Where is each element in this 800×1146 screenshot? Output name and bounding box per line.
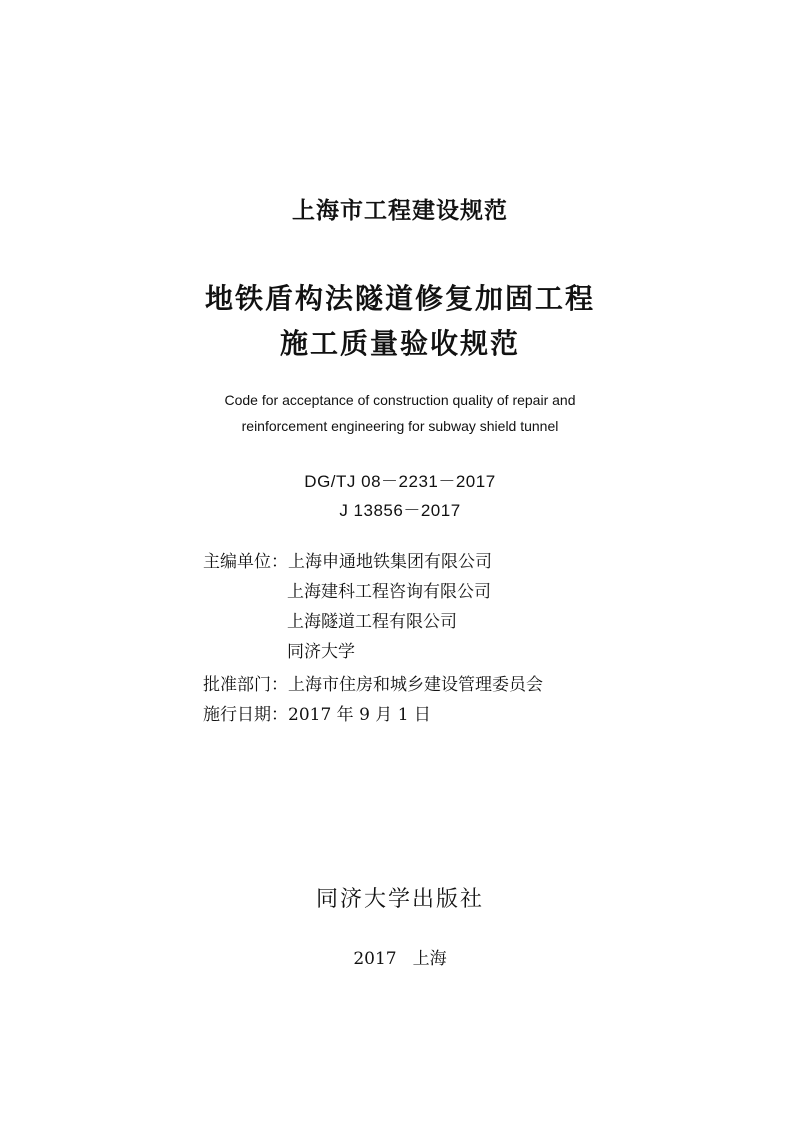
editor-row-1: [203, 552, 492, 572]
effective-date-value: 2017 年 9 月 1 日: [288, 705, 431, 725]
editor-label: 主编单位：: [203, 552, 288, 572]
editor-row-2: [287, 582, 491, 602]
editor-unit: 上海申通地铁集团有限公司: [288, 552, 492, 572]
effective-date-label: 施行日期：: [203, 705, 288, 725]
editor-unit: 上海隧道工程有限公司: [287, 612, 457, 632]
imprint-place: 上海: [412, 949, 447, 969]
approval-row: [203, 675, 543, 695]
editor-unit: 同济大学: [287, 642, 355, 662]
editor-row-4: [287, 642, 355, 662]
imprint: [0, 944, 800, 969]
approval-label: 批准部门：: [203, 675, 288, 695]
title-line-2: 施工质量验收规范: [279, 327, 520, 360]
publisher-name: 同济大学出版社: [315, 887, 484, 912]
title-line-1: 地铁盾构法隧道修复加固工程: [204, 282, 595, 315]
effective-date-row: [203, 705, 431, 725]
english-title-line-2: reinforcement engineering for subway shield tunnel: [241, 418, 559, 434]
editor-row-3: [287, 612, 457, 632]
imprint-year: 2017: [353, 949, 397, 969]
approval-value: 上海市住房和城乡建设管理委员会: [288, 675, 543, 695]
editor-unit: 上海建科工程咨询有限公司: [287, 582, 491, 602]
standard-code: DG/TJ 08－2231－2017: [304, 472, 496, 491]
standard-series: 上海市工程建设规范: [292, 198, 508, 224]
english-title-line-1: Code for acceptance of construction quality of repair and: [224, 392, 576, 408]
record-number: J 13856－2017: [339, 501, 461, 520]
